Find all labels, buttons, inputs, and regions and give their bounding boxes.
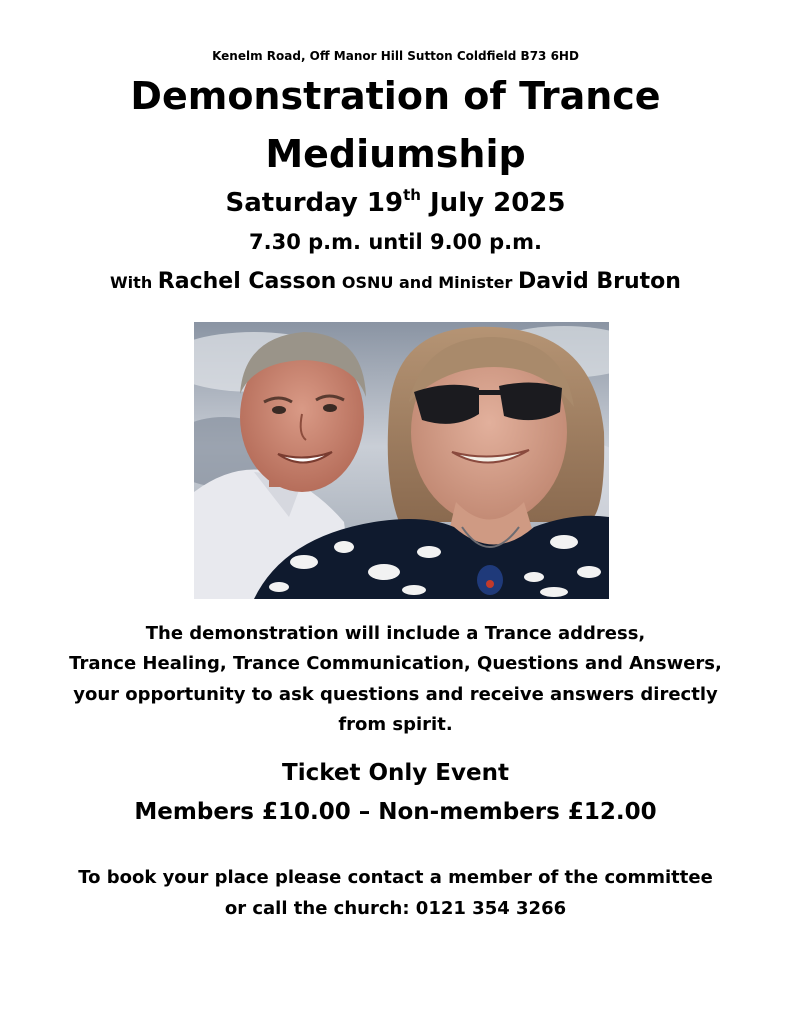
event-title-line-1: Demonstration of Trance [130,74,661,118]
event-time: 7.30 p.m. until 9.00 p.m. [249,230,542,254]
medium-2-name: David Bruton [517,269,681,294]
event-date-rest: July 2025 [420,188,566,218]
mediums-photo-illustration [194,322,609,599]
description-line-4: from spirit. [338,714,453,735]
mediums-photo [194,322,609,599]
medium-1-title: OSNU and Minister [336,273,518,292]
event-date [0,186,791,220]
booking-line-2: or call the church: 0121 354 3266 [224,898,567,919]
description-line-2: Trance Healing, Trance Communication, Questions and Answers, [69,653,722,674]
description-line-1: The demonstration will include a Trance address, [145,623,646,644]
description-line-3: your opportunity to ask questions and receive answers directly [73,684,718,705]
medium-1-name: Rachel Casson [157,269,337,294]
mediums-line [0,266,791,299]
venue-address: Kenelm Road, Off Manor Hill Sutton Coldfield B73 6HD [212,49,579,63]
ticket-prices: Members £10.00 – Non-members £12.00 [134,799,657,825]
booking-line-1: To book your place please contact a member of the committee [78,867,713,888]
event-date-day: Saturday 19 [225,188,404,218]
with-prefix: With [110,273,158,292]
ticket-heading: Ticket Only Event [282,760,509,786]
event-date-suffix: th [403,186,421,204]
event-title-line-2: Mediumship [265,132,526,176]
